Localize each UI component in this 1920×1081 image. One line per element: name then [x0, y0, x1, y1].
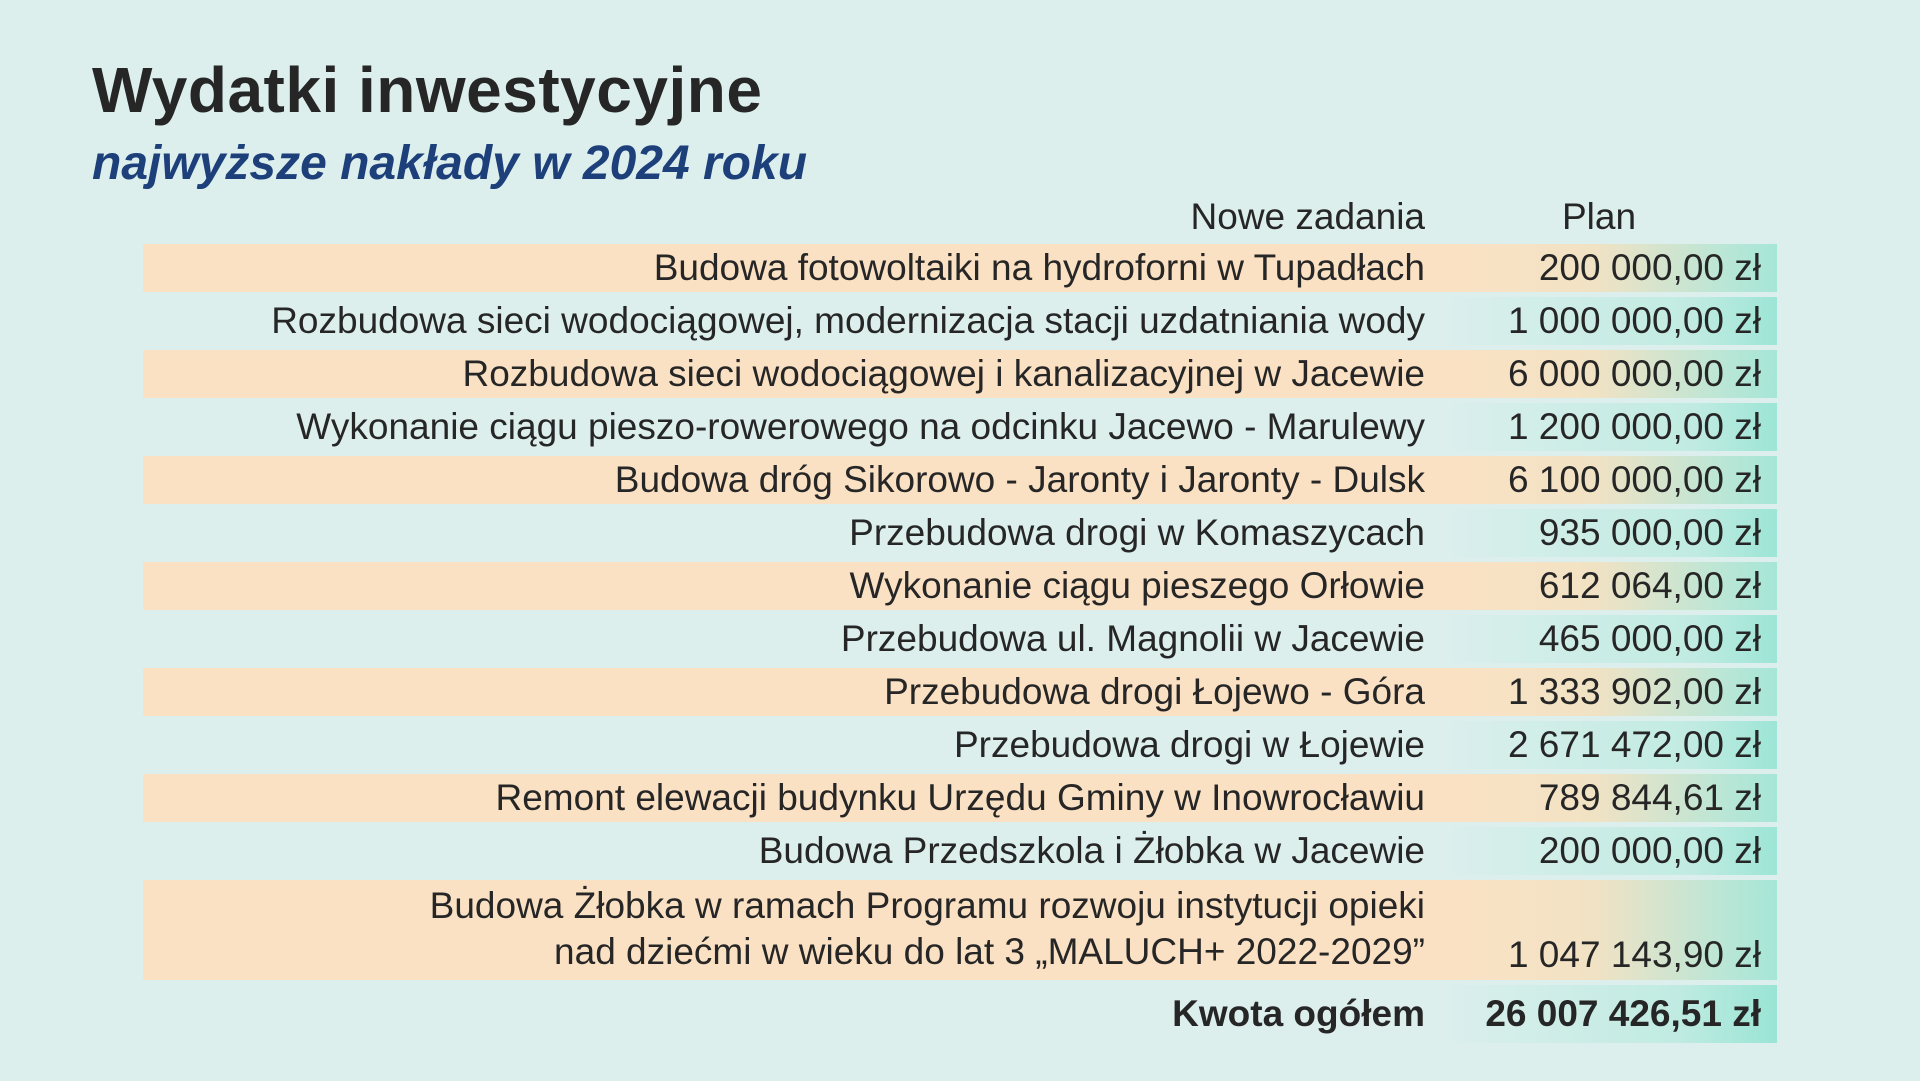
- task-cell: Rozbudowa sieci wodociągowej, modernizacja stacji uzdatniania wody: [271, 300, 1425, 341]
- plan-cell: 2 671 472,00 zł: [1441, 721, 1777, 769]
- plan-cell: 1 000 000,00 zł: [1441, 297, 1777, 345]
- total-label: Kwota ogółem: [1172, 993, 1425, 1034]
- task-cell: Przebudowa ul. Magnolii w Jacewie: [840, 618, 1425, 659]
- task-cell: Budowa Przedszkola i Żłobka w Jacewie: [758, 830, 1425, 871]
- plan-value: 1 047 143,90 zł: [1507, 934, 1761, 975]
- task-cell: Rozbudowa sieci wodociągowej i kanalizacyjnej w Jacewie: [143, 350, 1441, 398]
- table-row: [143, 774, 1777, 822]
- page-title: Wydatki inwestycyjne: [92, 54, 763, 126]
- task-cell: Przebudowa drogi w Komaszycach: [849, 512, 1425, 553]
- column-header-plan: Plan: [1561, 196, 1637, 237]
- plan-cell: 1 200 000,00 zł: [1441, 403, 1777, 451]
- table-row: [143, 721, 1777, 769]
- plan-cell: 200 000,00 zł: [1441, 827, 1777, 875]
- task-cell: Budowa fotowoltaiki na hydroforni w Tupadłach: [143, 244, 1441, 292]
- table-row: [143, 880, 1777, 980]
- task-cell-line: nad dziećmi w wieku do lat 3 „MALUCH+ 2022-2029”: [554, 931, 1425, 972]
- plan-cell: 200 000,00 zł: [1441, 244, 1777, 292]
- plan-cell: 465 000,00 zł: [1441, 615, 1777, 663]
- plan-cell: 1 333 902,00 zł: [1441, 668, 1777, 716]
- plan-cell: 6 100 000,00 zł: [1441, 456, 1777, 504]
- table-total-row: [143, 985, 1777, 1043]
- task-cell: Budowa dróg Sikorowo - Jaronty i Jaronty - Dulsk: [143, 456, 1441, 504]
- table-row: [143, 562, 1777, 610]
- table-row: [143, 615, 1777, 663]
- task-cell: Wykonanie ciągu pieszego Orłowie: [143, 562, 1441, 610]
- total-amount: 26 007 426,51 zł: [1441, 985, 1777, 1043]
- table-row: [143, 350, 1777, 398]
- table-row: [143, 244, 1777, 292]
- plan-cell: 612 064,00 zł: [1441, 562, 1777, 610]
- task-cell: Przebudowa drogi w Łojewie: [954, 724, 1425, 765]
- column-header-task: Nowe zadania: [1190, 196, 1425, 237]
- table-row: [143, 509, 1777, 557]
- table-row: [143, 827, 1777, 875]
- plan-cell: [1441, 880, 1777, 980]
- table-header-row: [143, 196, 1777, 238]
- table-row: [143, 668, 1777, 716]
- plan-cell: 6 000 000,00 zł: [1441, 350, 1777, 398]
- table-row: [143, 456, 1777, 504]
- task-cell: Wykonanie ciągu pieszo-rowerowego na odcinku Jacewo - Marulewy: [296, 406, 1425, 447]
- table-row: [143, 403, 1777, 451]
- task-cell: [143, 880, 1441, 980]
- plan-cell: 935 000,00 zł: [1441, 509, 1777, 557]
- table-row: [143, 297, 1777, 345]
- investment-table: [143, 196, 1777, 1048]
- task-cell: Remont elewacji budynku Urzędu Gminy w Inowrocławiu: [143, 774, 1441, 822]
- task-cell: Przebudowa drogi Łojewo - Góra: [143, 668, 1441, 716]
- plan-cell: 789 844,61 zł: [1441, 774, 1777, 822]
- page-subtitle: najwyższe nakłady w 2024 roku: [92, 137, 808, 190]
- task-cell-line: Budowa Żłobka w ramach Programu rozwoju instytucji opieki: [429, 885, 1425, 926]
